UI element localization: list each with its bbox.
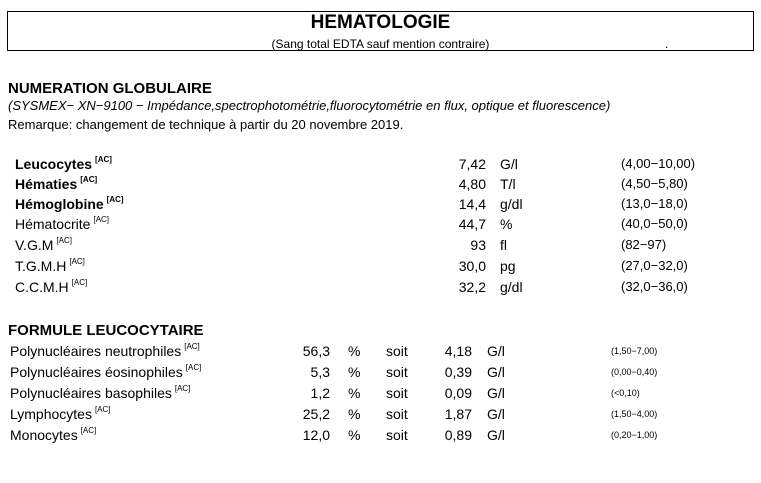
reference-range: (13,0−18,0): [621, 196, 688, 211]
result-unit: pg: [500, 258, 516, 274]
absolute-value: 4,18: [444, 343, 472, 359]
table-row: [0, 406, 761, 426]
analyte-name: [15, 216, 109, 232]
accreditation-tag: [AC]: [184, 342, 200, 351]
result-unit: g/dl: [500, 196, 523, 212]
analyte-name: [15, 176, 97, 192]
soit-label: soit: [386, 427, 408, 443]
absolute-unit: G/l: [487, 385, 505, 401]
result-value: 93: [470, 237, 486, 253]
reference-range: (32,0−36,0): [621, 279, 688, 294]
table-row: [0, 385, 761, 405]
cell-type-label: Polynucléaires basophiles: [10, 385, 172, 401]
reference-range: (1,50−7,00): [611, 346, 658, 356]
accreditation-tag: [AC]: [106, 195, 124, 204]
cell-type-name: [10, 385, 190, 401]
reference-range: (82−97): [621, 237, 667, 252]
analyte-name: [15, 279, 87, 295]
accreditation-tag: [AC]: [69, 257, 85, 266]
result-value: 44,7: [458, 216, 486, 232]
page-subtitle: (Sang total EDTA sauf mention contraire): [271, 37, 490, 51]
analyte-name: [15, 196, 124, 212]
soit-label: soit: [386, 406, 408, 422]
result-unit: fl: [500, 237, 507, 253]
reference-range: (4,00−10,00): [621, 156, 696, 171]
table-row: [0, 156, 761, 176]
analyte-label: Hémoglobine: [15, 196, 104, 212]
analyte-name: [15, 258, 85, 274]
absolute-value: 0,89: [444, 427, 472, 443]
result-value: 30,0: [458, 258, 486, 274]
table-row: [0, 364, 761, 384]
percent-symbol: %: [348, 385, 361, 401]
accreditation-tag: [AC]: [80, 175, 98, 184]
percent-value: 56,3: [302, 343, 330, 359]
result-value: 7,42: [458, 156, 486, 172]
table-row: [0, 176, 761, 196]
absolute-value: 0,09: [444, 385, 472, 401]
table-row: [0, 343, 761, 363]
soit-label: soit: [386, 343, 408, 359]
cell-type-label: Polynucléaires éosinophiles: [10, 364, 183, 380]
percent-symbol: %: [348, 427, 361, 443]
table-row: [0, 279, 761, 299]
soit-label: soit: [386, 364, 408, 380]
percent-symbol: %: [348, 343, 361, 359]
reference-range: (40,0−50,0): [621, 216, 688, 231]
reference-range: (4,50−5,80): [621, 176, 688, 191]
analyte-label: T.G.M.H: [15, 258, 67, 274]
absolute-value: 1,87: [444, 406, 472, 422]
cell-type-name: [10, 364, 201, 380]
result-value: 14,4: [458, 196, 486, 212]
result-unit: G/l: [500, 156, 518, 172]
cell-type-label: Monocytes: [10, 427, 78, 443]
reference-range: (0,20−1,00): [611, 430, 658, 440]
result-unit: g/dl: [500, 279, 523, 295]
absolute-unit: G/l: [487, 406, 505, 422]
percent-value: 25,2: [302, 406, 330, 422]
analyte-label: V.G.M: [15, 237, 54, 253]
reference-range: (1,50−4,00): [611, 409, 658, 419]
page-title: HEMATOLOGIE: [310, 12, 451, 33]
result-unit: %: [500, 216, 513, 232]
accreditation-tag: [AC]: [95, 155, 112, 164]
numeration-title: NUMERATION GLOBULAIRE: [8, 80, 212, 97]
analyte-label: Leucocytes: [15, 156, 93, 172]
absolute-unit: G/l: [487, 364, 505, 380]
analyte-label: Hématies: [15, 176, 78, 192]
table-row: [0, 216, 761, 236]
accreditation-tag: [AC]: [93, 215, 110, 224]
accreditation-tag: [AC]: [174, 384, 191, 393]
result-value: 32,2: [458, 279, 486, 295]
formule-title: FORMULE LEUCOCYTAIRE: [8, 322, 204, 339]
cell-type-name: [10, 427, 96, 443]
cell-type-label: Polynucléaires neutrophiles: [10, 343, 182, 359]
numeration-method: (SYSMEX− XN−9100 − Impédance,spectrophotométrie,fluorocytométrie en flux, optique et fluorescence): [8, 98, 611, 113]
percent-symbol: %: [348, 364, 361, 380]
table-row: [0, 258, 761, 278]
accreditation-tag: [AC]: [56, 236, 72, 245]
absolute-value: 0,39: [444, 364, 472, 380]
accreditation-tag: [AC]: [185, 363, 202, 372]
cell-type-name: [10, 406, 111, 422]
table-row: [0, 237, 761, 257]
cell-type-label: Lymphocytes: [10, 406, 92, 422]
percent-value: 12,0: [302, 427, 330, 443]
analyte-name: [15, 237, 72, 253]
accreditation-tag: [AC]: [80, 426, 97, 435]
numeration-remark: Remarque: changement de technique à partir du 20 novembre 2019.: [8, 117, 404, 132]
result-unit: T/l: [500, 176, 516, 192]
result-value: 4,80: [458, 176, 486, 192]
analyte-name: [15, 156, 112, 172]
percent-value: 1,2: [310, 385, 330, 401]
analyte-label: Hématocrite: [15, 216, 91, 232]
soit-label: soit: [386, 385, 408, 401]
analyte-label: C.C.M.H: [15, 279, 69, 295]
accreditation-tag: [AC]: [71, 278, 88, 287]
percent-symbol: %: [348, 406, 361, 422]
absolute-unit: G/l: [487, 427, 505, 443]
cell-type-name: [10, 343, 200, 359]
table-row: [0, 196, 761, 216]
accreditation-tag: [AC]: [94, 405, 111, 414]
reference-range: (<0,10): [611, 388, 640, 398]
absolute-unit: G/l: [487, 343, 505, 359]
percent-value: 5,3: [310, 364, 330, 380]
header-dot: .: [665, 37, 669, 51]
table-row: [0, 427, 761, 447]
reference-range: (0,00−0,40): [611, 367, 658, 377]
reference-range: (27,0−32,0): [621, 258, 688, 273]
